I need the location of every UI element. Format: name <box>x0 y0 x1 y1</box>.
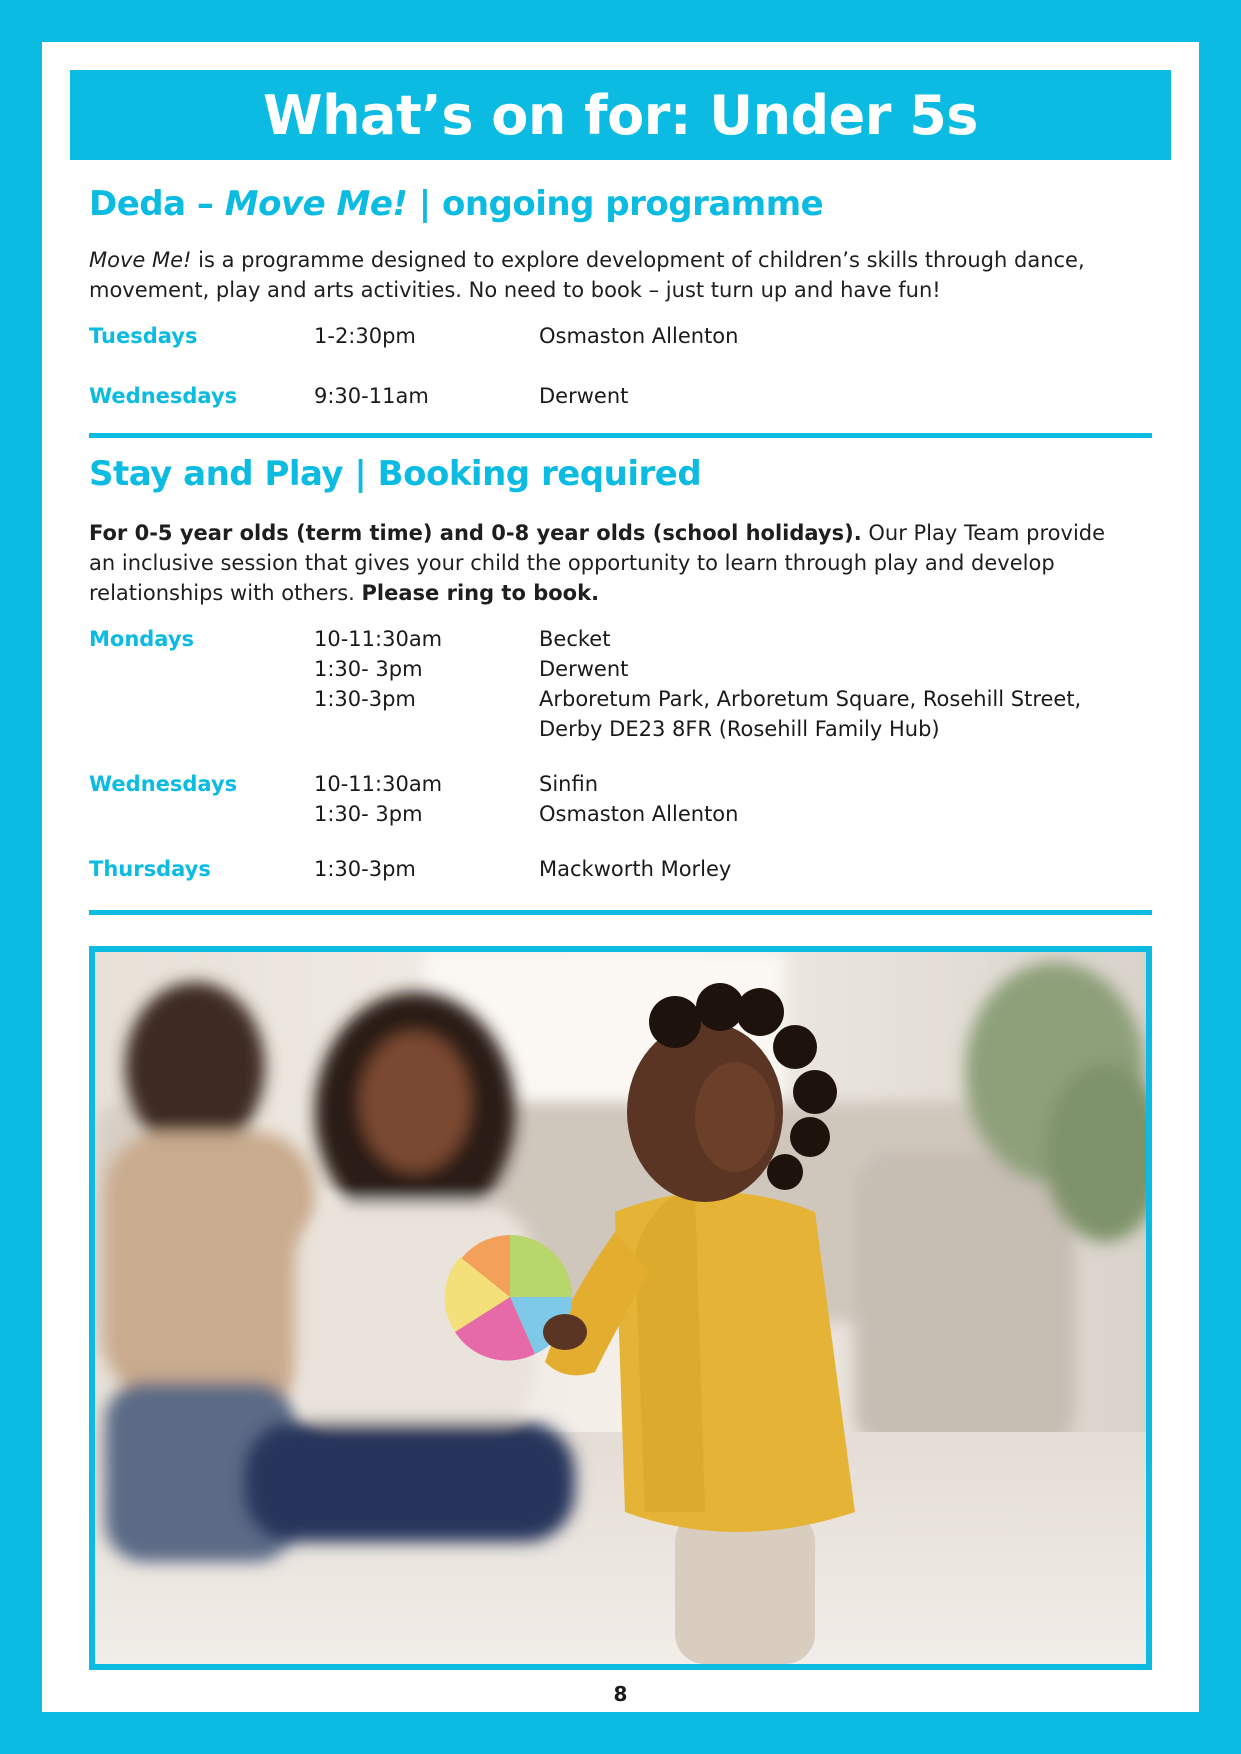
stay-section-title: Stay and Play | Booking required <box>89 454 702 494</box>
venue-value: Derwent <box>539 384 629 408</box>
deda-description: Move Me! is a programme designed to explore development of children’s skills through dance, movement, play and arts activities. No need to book – just turn up and have fun! <box>89 248 1085 302</box>
page <box>42 42 1199 1712</box>
venue-list: Becket Derwent Arboretum Park, Arboretum Square, Rosehill Street, Derby DE23 8FR (Rosehill Family Hub) <box>539 627 1082 741</box>
banner-title: What’s on for: Under 5s <box>263 83 978 147</box>
venue-list: Mackworth Morley <box>539 857 732 881</box>
deda-section-title: Deda – Move Me! | ongoing programme <box>89 184 824 224</box>
time-value: 9:30-11am <box>314 384 429 408</box>
time-value: 1-2:30pm <box>314 324 416 348</box>
section-divider <box>89 433 1152 438</box>
day-label: Wednesdays <box>89 772 238 796</box>
day-label: Tuesdays <box>89 324 198 348</box>
day-label: Thursdays <box>89 857 211 881</box>
family-photo <box>89 946 1152 1670</box>
venue-list: Sinfin Osmaston Allenton <box>539 772 739 826</box>
page-banner <box>70 70 1171 160</box>
stay-description: For 0-5 year olds (term time) and 0-8 year olds (school holidays). Our Play Team provide an inclusive session that gives your child the opportunity to learn through play and develop relationships with others. Please ring to book. <box>89 521 1106 605</box>
time-list: 10-11:30am 1:30- 3pm <box>314 772 443 826</box>
page-number: 8 <box>613 1682 628 1706</box>
time-list: 1:30-3pm <box>314 857 416 881</box>
photo-illustration <box>95 952 1146 1664</box>
section-divider <box>89 910 1152 915</box>
time-list: 10-11:30am 1:30- 3pm 1:30-3pm <box>314 627 443 711</box>
day-label: Wednesdays <box>89 384 238 408</box>
venue-value: Osmaston Allenton <box>539 324 739 348</box>
day-label: Mondays <box>89 627 195 651</box>
